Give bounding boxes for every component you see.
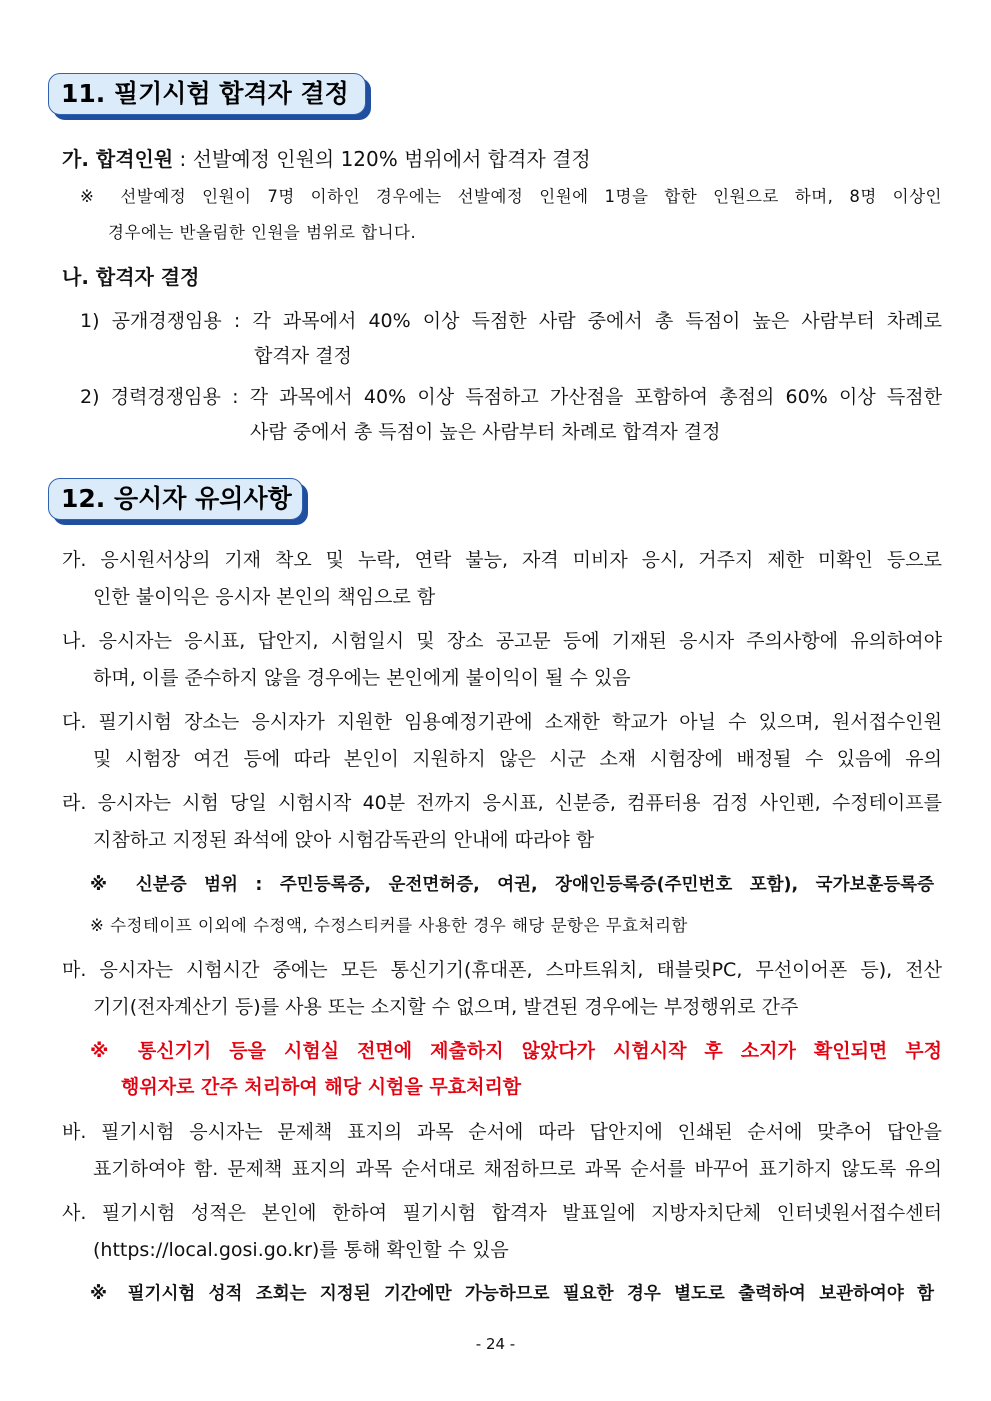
device-warning-line-1: ※ 통신기기 등을 시험실 전면에 제출하지 않았다가 시험시작 후 소지가 확인되면 부정 [90,1040,942,1062]
item1-line-2: 합격자 결정 [254,345,352,367]
section-12-title: 12. 응시자 유의사항 [48,478,303,520]
ba-line-2: 표기하여야 함. 문제책 표지의 과목 순서대로 채점하므로 과목 순서를 바꾸어 표기하지 않도록 유의 [93,1158,942,1180]
ga-line-2: 인한 불이익은 응시자 본인의 책임으로 함 [93,586,436,608]
ga-line-1: 가. 응시원서상의 기재 착오 및 누락, 연락 불능, 자격 미비자 응시, 거주지 제한 미확인 등으로 [62,549,942,571]
sa-line-1: 사. 필기시험 성적은 본인에 한하여 필기시험 합격자 발표일에 지방자치단체 인터넷원서접수센터 [62,1202,942,1224]
ra-line-2: 지참하고 지정된 좌석에 앉아 시험감독관의 안내에 따라야 함 [93,829,595,851]
item2-line-2: 사람 중에서 총 득점이 높은 사람부터 차례로 합격자 결정 [250,421,721,443]
ga-text: : 선발예정 인원의 120% 범위에서 합격자 결정 [173,147,591,171]
ma-line-2: 기기(전자계산기 등)를 사용 또는 소지할 수 없으며, 발견된 경우에는 부정행위로 간주 [93,996,799,1018]
device-warning-line-2: 행위자로 간주 처리하여 해당 시험을 무효처리함 [121,1076,522,1098]
item1-line-1: 1) 공개경쟁임용 : 각 과목에서 40% 이상 득점한 사람 중에서 총 득점이 높은 사람부터 차례로 [80,310,942,332]
section-11-ga [62,146,591,172]
ba-line-1: 바. 필기시험 응시자는 문제책 표지의 과목 순서에 따라 답안지에 인쇄된 순서에 맞추어 답안을 [62,1121,942,1143]
ma-line-1: 마. 응시자는 시험시간 중에는 모든 통신기기(휴대폰, 스마트워치, 태블릿PC, 무선이어폰 등), 전산 [62,959,942,981]
da-line-2: 및 시험장 여건 등에 따라 본인이 지원하지 않은 시군 소재 시험장에 배정될 수 있음에 유의 [93,748,942,770]
ga-note-line-1: ※ 선발예정 인원이 7명 이하인 경우에는 선발예정 인원에 1명을 합한 인원으로 하며, 8명 이상인 [80,187,942,206]
item2-line-1: 2) 경력경쟁임용 : 각 과목에서 40% 이상 득점하고 가산점을 포함하여 총점의 60% 이상 득점한 [80,386,942,408]
id-range-note: ※ 신분증 범위 : 주민등록증, 운전면허증, 여권, 장애인등록증(주민번호 포함), 국가보훈등록증 [90,875,934,895]
ra-line-1: 라. 응시자는 시험 당일 시험시작 40분 전까지 응시표, 신분증, 컴퓨터용 검정 사인펜, 수정테이프를 [62,792,942,814]
na-line-1: 나. 응시자는 응시표, 답안지, 시험일시 및 장소 공고문 등에 기재된 응시자 주의사항에 유의하여야 [62,630,942,652]
sa-line-2: (https://local.gosi.go.kr)를 통해 확인할 수 있음 [93,1239,509,1261]
na-line-2: 하며, 이를 준수하지 않을 경우에는 본인에게 불이익이 될 수 있음 [93,667,631,689]
page-number: - 24 - [475,1335,516,1353]
score-inquiry-note: ※ 필기시험 성적 조회는 지정된 기간에만 가능하므로 필요한 경우 별도로 출력하여 보관하여야 함 [90,1284,934,1304]
ga-label: 가. 합격인원 [62,147,174,171]
correction-tape-note: ※ 수정테이프 이외에 수정액, 수정스티커를 사용한 경우 해당 문항은 무효처리함 [90,916,688,935]
section-11-na-heading: 나. 합격자 결정 [62,265,200,289]
section-11-title: 11. 필기시험 합격자 결정 [48,73,366,115]
ga-note-line-2: 경우에는 반올림한 인원을 범위로 합니다. [108,223,417,242]
da-line-1: 다. 필기시험 장소는 응시자가 지원한 임용예정기관에 소재한 학교가 아닐 수 있으며, 원서접수인원 [62,711,942,733]
